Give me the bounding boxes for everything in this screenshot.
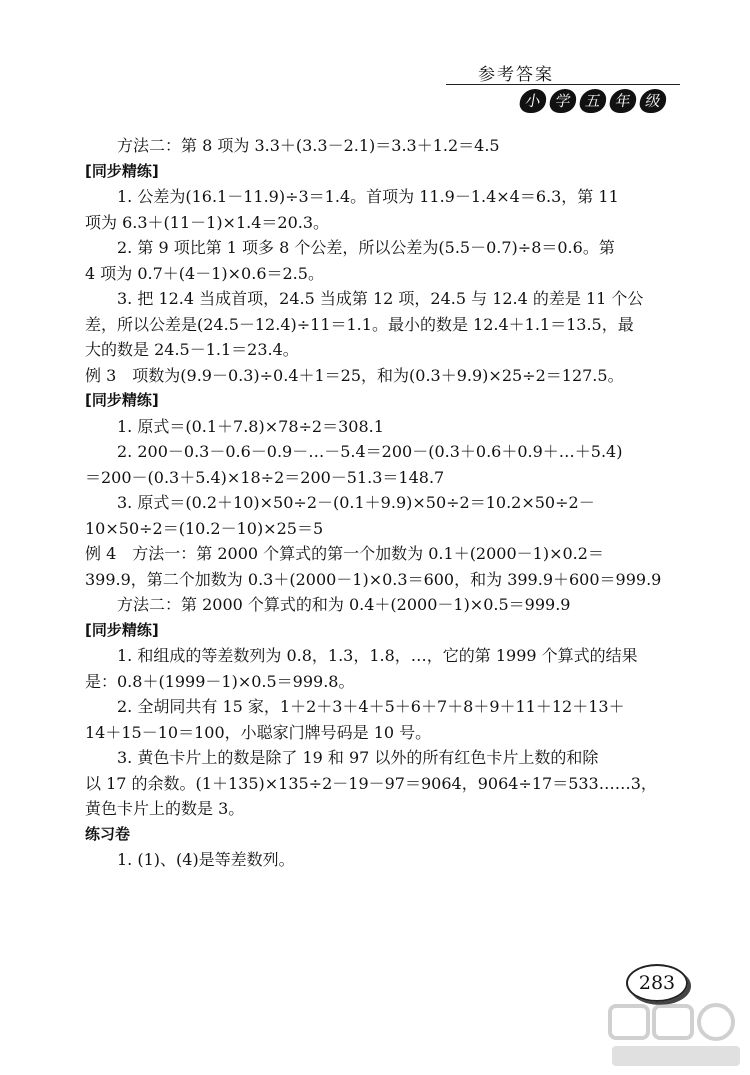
section-heading: [同步精练] xyxy=(85,620,159,639)
text-line: 1. 原式＝(0.1＋7.8)×78÷2＝308.1 xyxy=(117,416,384,436)
header-grade-label xyxy=(520,89,666,113)
text-line: 4 项为 0.7＋(4－1)×0.6＝2.5。 xyxy=(85,263,324,283)
grade-char-3: 五 xyxy=(578,89,608,113)
example-line: 例 4 方法一：第 2000 个算式的第一个加数为 0.1＋(2000－1)×0.2＝ xyxy=(85,544,604,563)
text-line: 399.9，第二个加数为 0.3＋(2000－1)×0.3＝600，和为 399.9＋600＝999.9 xyxy=(85,569,662,589)
section-heading: [同步精练] xyxy=(85,391,159,409)
text-line: 黄色卡片上的数是 3。 xyxy=(85,799,245,818)
text-line: 3. 黄色卡片上的数是除了 19 和 97 以外的所有红色卡片上数的和除 xyxy=(117,748,599,767)
section-heading: 练习卷 xyxy=(85,824,131,843)
grade-char-1: 小 xyxy=(518,89,548,113)
text-line: 以 17 的余数。(1＋135)×135÷2－19－97＝9064，9064÷17＝533……3， xyxy=(85,773,657,793)
text-line: 2. 第 9 项比第 1 项多 8 个公差，所以公差为(5.5－0.7)÷8＝0.6。第 xyxy=(117,238,615,257)
header-rule xyxy=(446,84,680,85)
watermark-logo xyxy=(608,1002,743,1070)
text-line: 2. 200－0.3－0.6－0.9－…－5.4＝200－(0.3＋0.6＋0.9＋…＋5.4) xyxy=(117,442,623,461)
text-line: 差，所以公差是(24.5－12.4)÷11＝1.1。最小的数是 12.4＋1.1＝13.5，最 xyxy=(85,314,634,334)
text-line: ＝200－(0.3＋5.4)×18÷2＝200－51.3＝148.7 xyxy=(85,467,445,487)
text-line: 方法二：第 2000 个算式的和为 0.4＋(2000－1)×0.5＝999.9 xyxy=(117,595,571,614)
text-line: 项为 6.3＋(11－1)×1.4＝20.3。 xyxy=(85,212,330,232)
example-line: 例 3 项数为(9.9－0.3)÷0.4＋1＝25，和为(0.3＋9.9)×25÷2＝127.5。 xyxy=(85,365,624,385)
text-line: 方法二：第 8 项为 3.3＋(3.3－2.1)＝3.3＋1.2＝4.5 xyxy=(117,136,500,155)
text-line: 10×50÷2＝(10.2－10)×25＝5 xyxy=(85,518,324,538)
text-line: 1. (1)、(4)是等差数列。 xyxy=(117,850,295,869)
text-line: 是：0.8＋(1999－1)×0.5＝999.8。 xyxy=(85,671,355,691)
text-line: 大的数是 24.5－1.1＝23.4。 xyxy=(85,340,299,359)
text-line: 2. 全胡同共有 15 家，1＋2＋3＋4＋5＋6＋7＋8＋9＋11＋12＋13＋ xyxy=(117,697,625,716)
page-number: 283 xyxy=(626,964,688,1002)
grade-char-5: 级 xyxy=(638,89,668,113)
text-line: 1. 公差为(16.1－11.9)÷3＝1.4。首项为 11.9－1.4×4＝6.3，第 11 xyxy=(117,187,619,206)
text-line: 1. 和组成的等差数列为 0.8，1.3，1.8，…，它的第 1999 个算式的结果 xyxy=(117,646,638,665)
header-title: 参考答案 xyxy=(478,65,554,85)
grade-char-4: 年 xyxy=(608,89,638,113)
grade-char-2: 学 xyxy=(548,89,578,113)
section-heading: [同步精练] xyxy=(85,161,159,180)
text-line: 3. 把 12.4 当成首项，24.5 当成第 12 项，24.5 与 12.4 的差是 11 个公 xyxy=(117,289,644,308)
text-line: 14＋15－10＝100，小聪家门牌号码是 10 号。 xyxy=(85,722,432,742)
answer-body xyxy=(85,133,685,873)
text-line: 3. 原式＝(0.2＋10)×50÷2－(0.1＋9.9)×50÷2＝10.2×50÷2－ xyxy=(117,493,595,512)
